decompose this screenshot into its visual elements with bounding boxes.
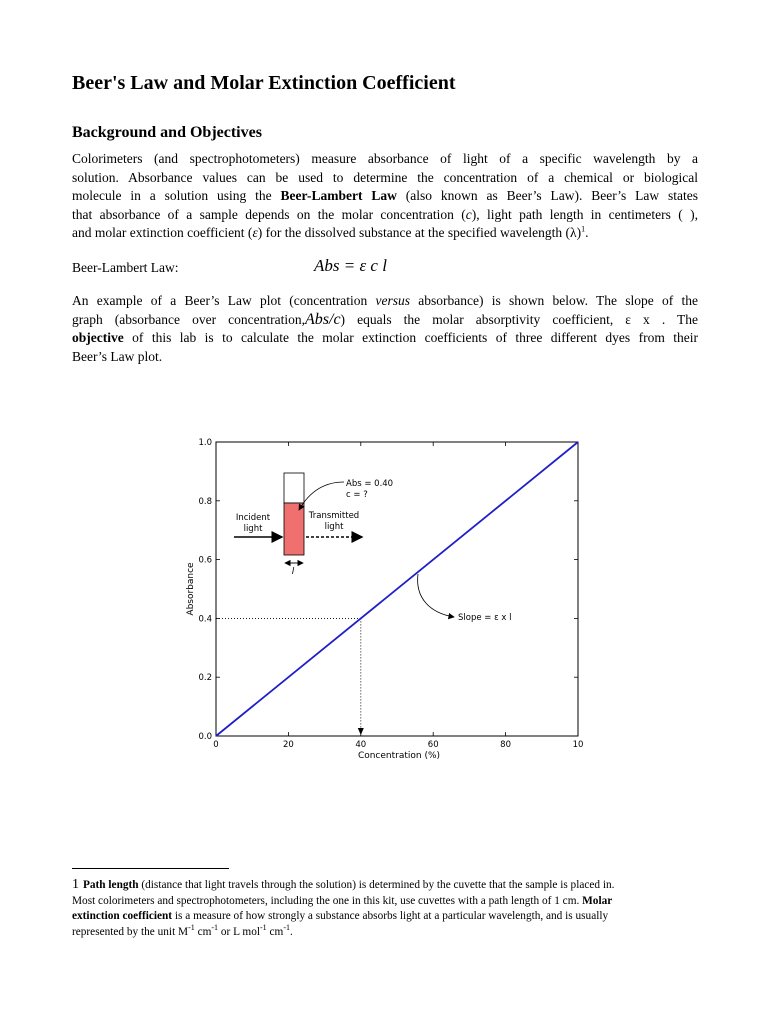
text-line: objective of this lab is to calculate the molar extinction coefficients of three different dyes from their — [72, 330, 698, 345]
text-line: that absorbance of a sample depends on the molar concentration (c), light path length in centimeters ( ), — [72, 206, 698, 222]
text-line: molecule in a solution using the Beer-Lambert Law (also known as Beer’s Law). Beer’s Law states — [72, 188, 699, 203]
incident-label: Incident — [235, 513, 271, 523]
transmitted-label: light — [324, 522, 344, 532]
abs-value-label: Abs = 0.40 — [346, 479, 394, 489]
cuvette-top — [284, 473, 304, 503]
incident-label: light — [243, 524, 263, 534]
section-heading: Background and Objectives — [72, 124, 262, 141]
footnote-ref: 1 — [581, 224, 586, 234]
x-tick-label: 0 — [213, 740, 219, 750]
text-line: and molar extinction coefficient (ε) for the dissolved substance at the specified wavelength $(\lambda)^1$. — [72, 224, 589, 240]
fraction-abs-c: Abs/c — [305, 310, 341, 328]
law-formula: Abs = ε c l — [314, 256, 387, 275]
x-tick-label: 10 — [572, 740, 584, 750]
text-line: An example of a Beer’s Law plot (concentration versus absorbance) is shown below. The slope of the — [72, 293, 698, 308]
guide-arrowhead — [358, 728, 364, 735]
y-tick-label: 0.8 — [198, 496, 212, 507]
x-axis-label: Concentration (%) — [357, 751, 441, 761]
y-tick-label: 0.2 — [198, 673, 212, 684]
y-axis-label: Absorbance — [186, 562, 196, 616]
page-title: Beer's Law and Molar Extinction Coefficient — [72, 72, 456, 94]
slope-pointer-arrow — [418, 574, 454, 617]
text-line: Colorimeters (and spectrophotometers) measure absorbance of light of a specific wavelength by a — [72, 151, 698, 166]
x-tick-label: 20 — [282, 740, 294, 750]
law-label: Beer-Lambert Law: — [72, 260, 179, 275]
footnote-line: extinction coefficient is a measure of how strongly a substance absorbs light at a particular wavelength, and is usually — [72, 910, 609, 922]
x-tick-label: 80 — [500, 740, 512, 750]
y-tick-label: 1.0 — [198, 438, 212, 448]
path-length-symbol: l — [291, 567, 295, 577]
series-line — [216, 442, 578, 736]
footnote-line: Most colorimeters and spectrophotometers, including the one in this kit, use cuvettes with a path length of 1 cm. Molar — [72, 894, 613, 907]
text-line: Beer’s Law plot. — [72, 348, 163, 364]
text-line: solution. Absorbance values can be used to determine the concentration of a chemical or biological — [72, 169, 698, 185]
y-tick-label: 0.6 — [198, 555, 212, 566]
footnote-line: represented by the unit $M^{-1}$ $cm^{-1}$ or L mol$^{-1}$ $cm^{-1}$. — [72, 922, 293, 938]
x-axis-ticks — [213, 442, 583, 750]
y-tick-label: 0.0 — [198, 732, 212, 742]
footnote-line: 1 Path length (distance that light travels through the solution) is determined by the cuvette that the sample is placed in. — [72, 877, 615, 892]
cuvette-sample — [284, 503, 304, 555]
transmitted-label: Transmitted — [308, 511, 360, 521]
term-beer-lambert: Beer-Lambert Law — [280, 188, 397, 203]
x-tick-label: 60 — [427, 740, 439, 750]
footnote-separator — [72, 868, 229, 869]
c-unknown-label: c = ? — [346, 490, 368, 500]
x-tick-label: 40 — [355, 740, 367, 750]
slope-label: Slope = ε x l — [458, 613, 512, 623]
footnote-number: 1 — [72, 877, 79, 892]
text-line: graph (absorbance over concentration,Abs/c) equals the molar absorptivity coefficient, ε x . The — [72, 310, 699, 328]
y-tick-label: 0.4 — [198, 614, 212, 625]
abs-pointer-arrow — [299, 482, 344, 510]
footnote — [72, 877, 698, 940]
